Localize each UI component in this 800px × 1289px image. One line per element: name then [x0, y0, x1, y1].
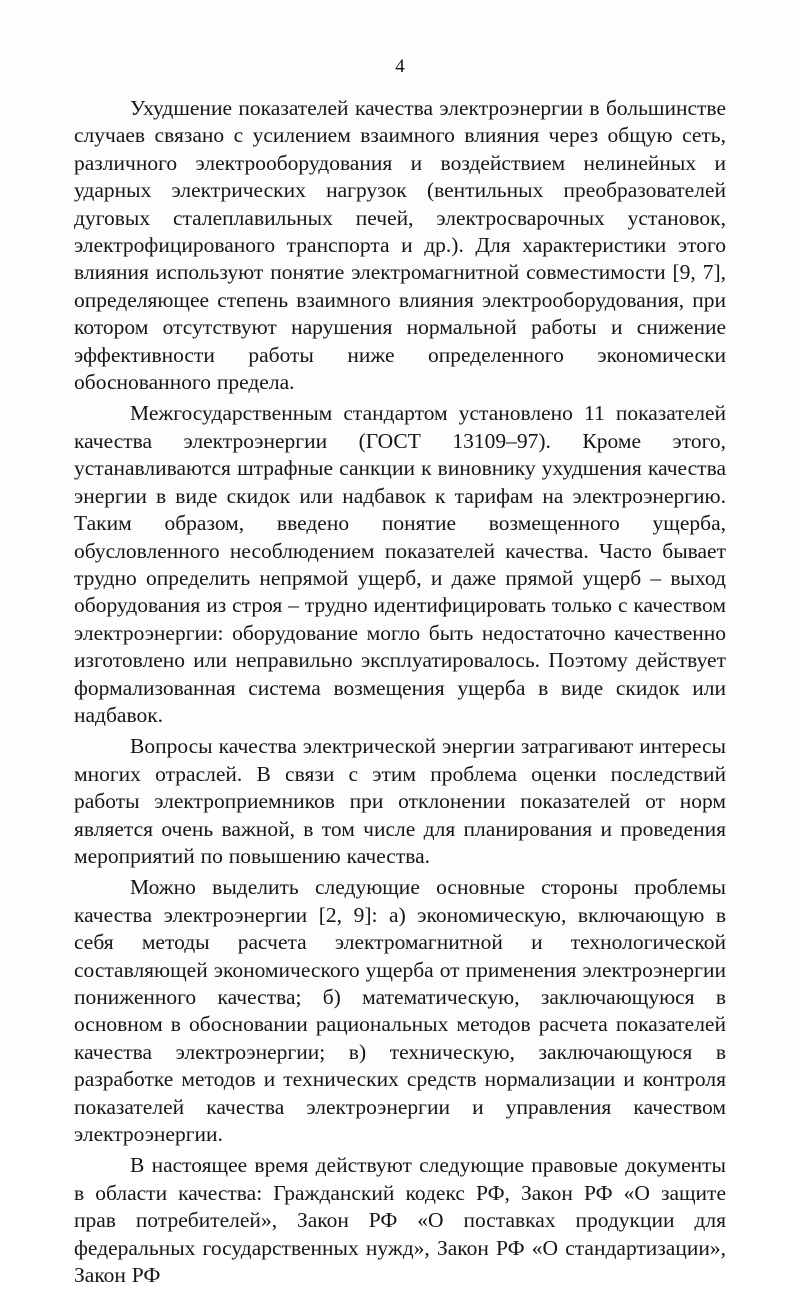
body-text [74, 95, 726, 1289]
paragraph-industry-interests: Вопросы качества электрической энергии затрагивают интересы многих отраслей. В связи с этим проблема оценки последствий работы электроприемников при отклонении показателей от норм является очень важной, в том числе для планирования и проведения мероприятий по повышению качества. [74, 734, 726, 868]
paragraph-problem-aspects: Можно выделить следующие основные стороны проблемы качества электроэнергии [2, 9]: а) экономическую, включающую в себя методы расчета электромагнитной и технологической составляющей экономического ущерба от применения электроэнергии пониженного качества; б) математическую, заключающуюся в основном в обосновании рациональных методов расчета показателей качества электроэнергии; в) техническую, заключающуюся в разработке методов и технических средств нормализации и контроля показателей качества электроэнергии и управления качеством электроэнергии. [74, 875, 726, 1147]
page-number: 4 [395, 56, 405, 77]
paragraph-power-quality-degradation: Ухудшение показателей качества электроэнергии в большинстве случаев связано с усилением взаимного влияния через общую сеть, различного электрооборудования и воздействием нелинейных и ударных электрических нагрузок (вентильных преобразователей дуговых сталеплавильных печей, электросварочных установок, электрофицированого транспорта и др.). Для характеристики этого влияния используют понятие электромагнитной совместимости [9, 7], определяющее степень взаимного влияния электрооборудования, при котором отсутствуют нарушения нормальной работы и снижение эффективности работы ниже определенного экономически обоснованного предела. [74, 96, 726, 395]
paragraph-interstate-standard: Межгосударственным стандартом установлено 11 показателей качества электроэнергии (ГОСТ 13109–97). Кроме этого, устанавливаются штрафные санкции к виновнику ухудшения качества энергии в виде скидок или надбавок к тарифам на электроэнергию. Таким образом, введено понятие возмещенного ущерба, обусловленного несоблюдением показателей качества. Часто бывает трудно определить непрямой ущерб, и даже прямой ущерб – выход оборудования из строя – трудно идентифицировать только с качеством электроэнергии: оборудование могло быть недостаточно качественно изготовлено или неправильно эксплуатировалось. Поэтому действует формализованная система возмещения ущерба в виде скидок или надбавок. [74, 401, 726, 727]
paragraph-legal-documents: В настоящее время действуют следующие правовые документы в области качества: Гражданский кодекс РФ, Закон РФ «О защите прав потребителей», Закон РФ «О поставках продукции для федеральных государственных нужд», Закон РФ «О стандартизации», Закон РФ [74, 1153, 726, 1288]
